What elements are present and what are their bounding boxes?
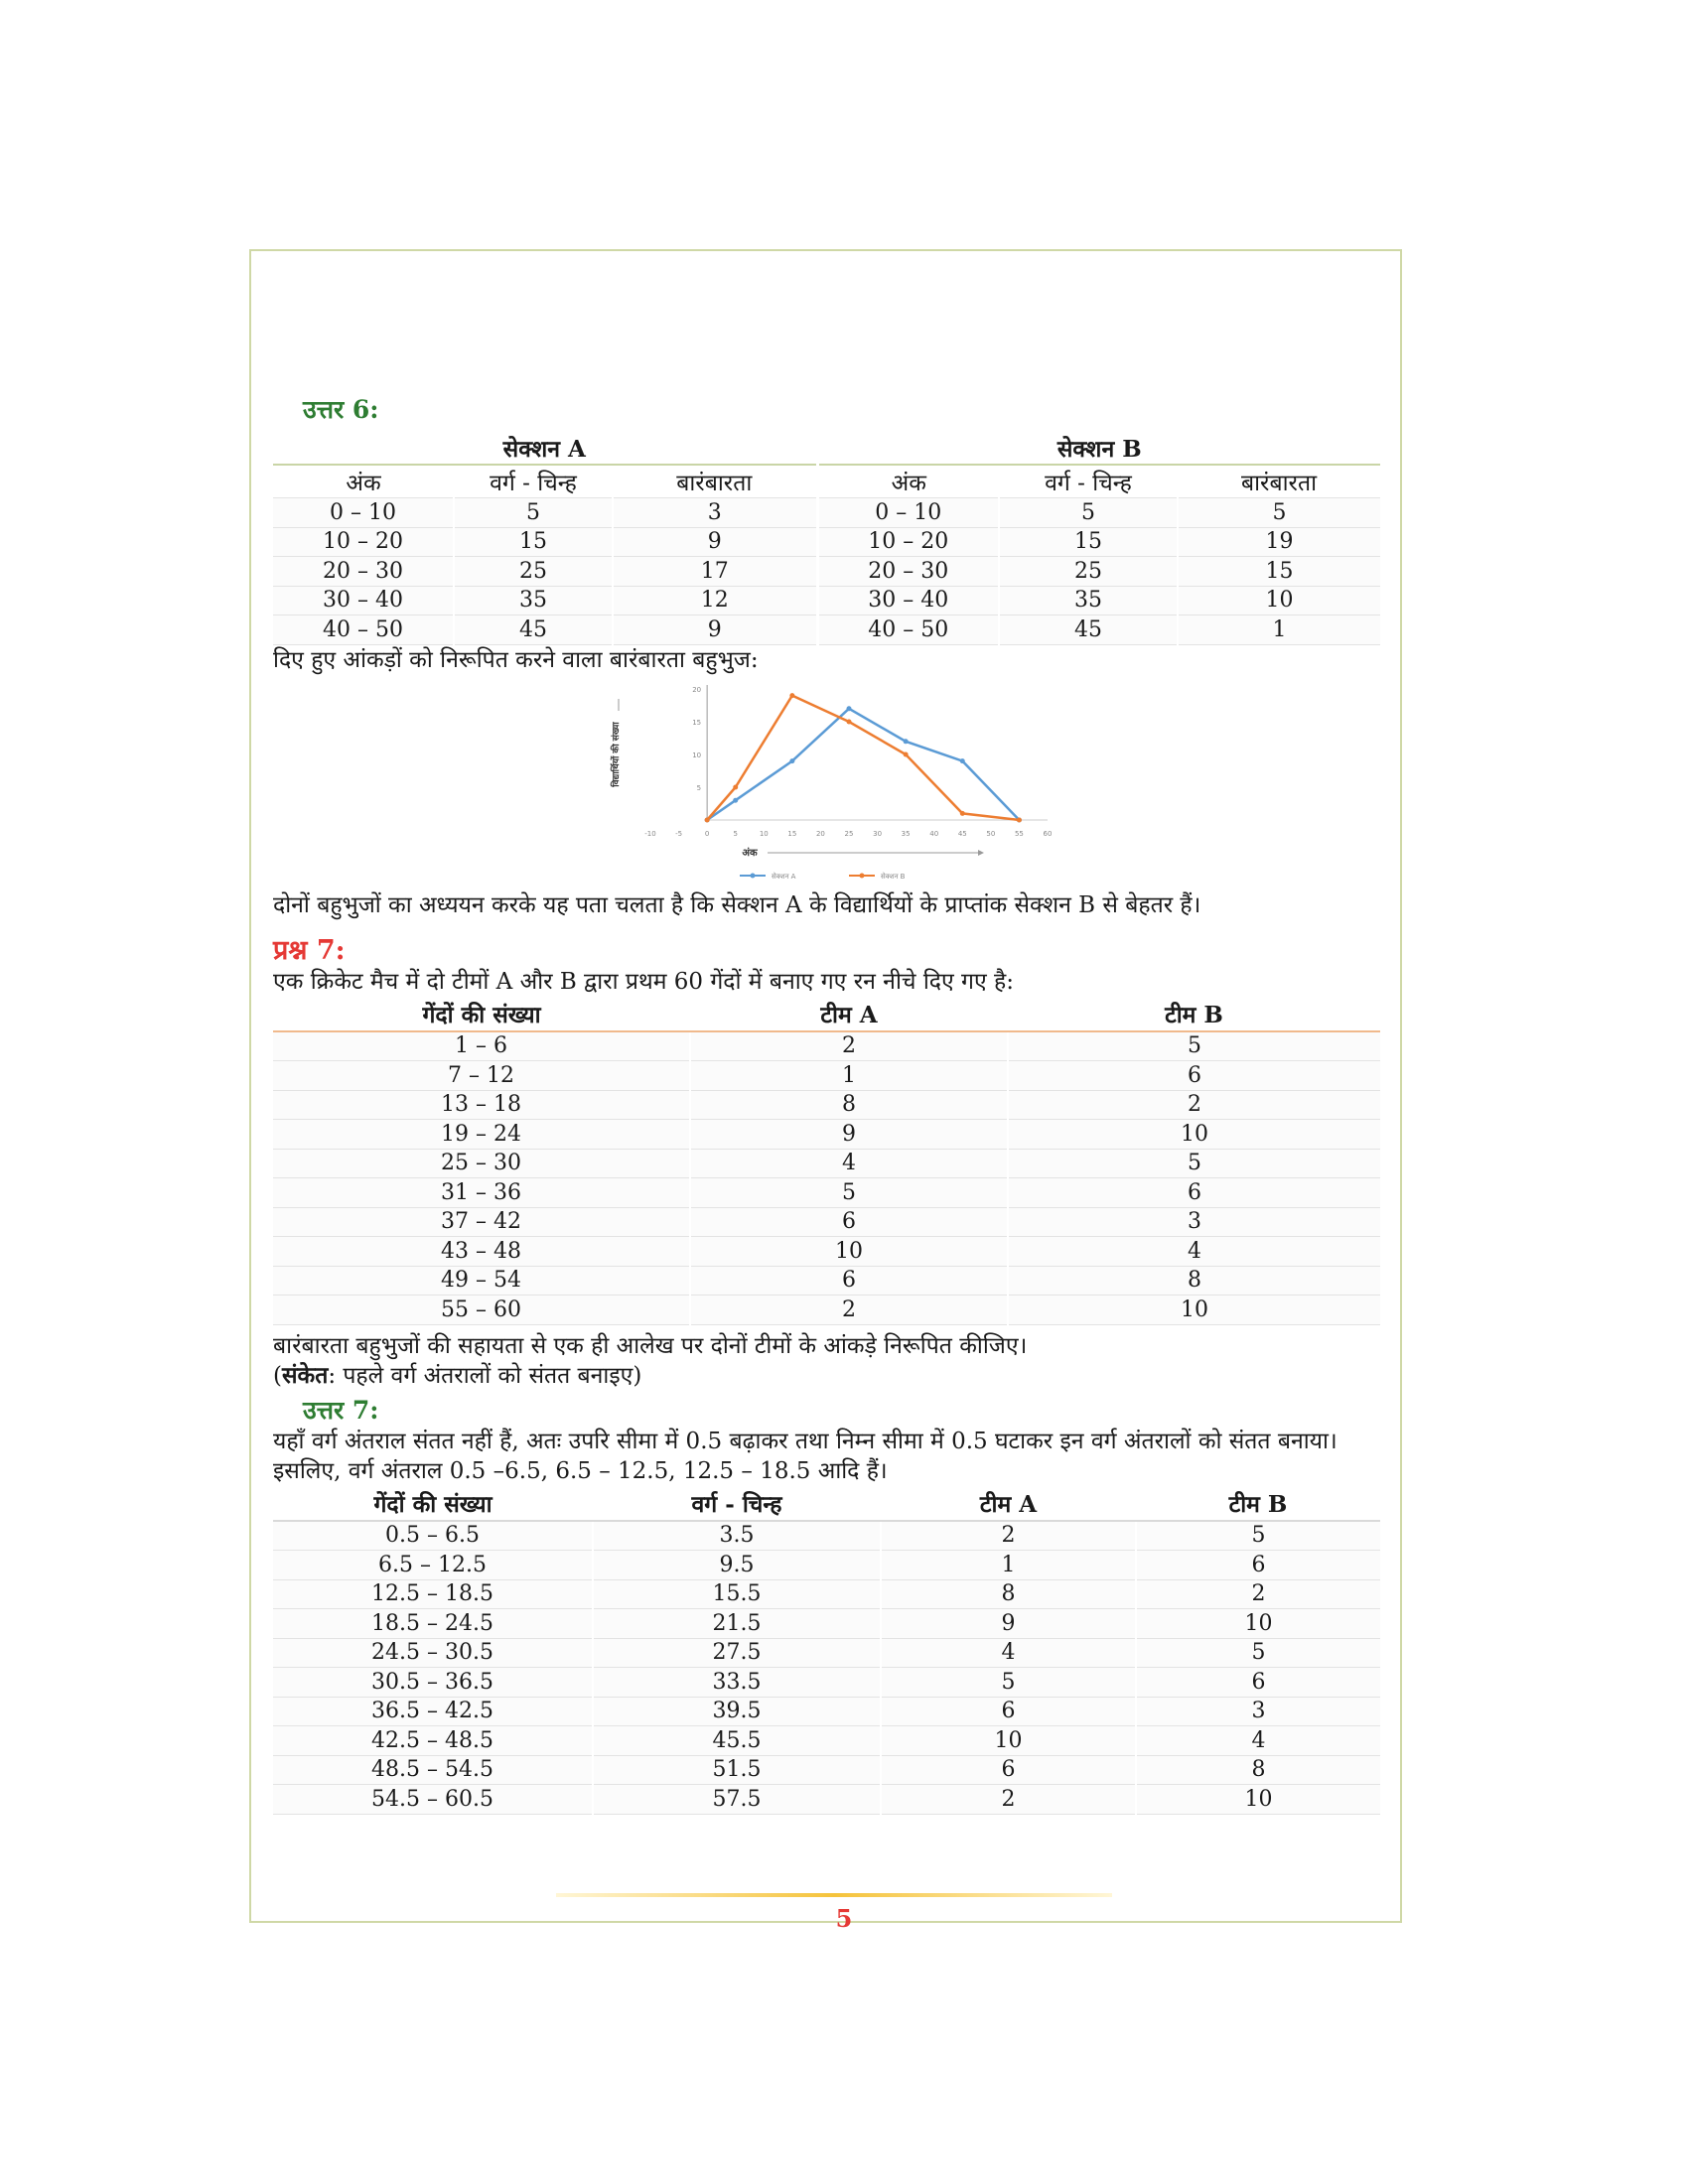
table-cell: 10: [881, 1726, 1136, 1756]
legend-label: सेक्शन A: [772, 872, 796, 881]
table-cell: 4: [1136, 1726, 1380, 1756]
table-cell: 45: [999, 615, 1178, 645]
table-cell: 6.5 – 12.5: [273, 1551, 593, 1580]
x-tick-label: 60: [1043, 829, 1053, 838]
x-tick-label: 15: [787, 829, 797, 838]
table-cell: 36.5 – 42.5: [273, 1697, 593, 1726]
y-tick-label: 15: [692, 718, 702, 727]
table-cell: 10: [1136, 1609, 1380, 1639]
column-header: गेंदों की संख्या: [273, 1486, 593, 1521]
answer7-heading: उत्तर 7:: [303, 1395, 379, 1425]
table-cell: 18.5 – 24.5: [273, 1609, 593, 1639]
table-cell: 5: [1008, 1149, 1380, 1178]
table-cell: 43 – 48: [273, 1237, 690, 1267]
table-cell: 15: [999, 527, 1178, 557]
table-cell: 27.5: [593, 1638, 881, 1668]
table-cell: 9: [690, 1120, 1008, 1150]
answer7-text1: यहाँ वर्ग अंतराल संतत नहीं हैं, अतः उपरि सीमा में 0.5 बढ़ाकर तथा निम्न सीमा में 0.5 घटाकर इन वर्ग अंतरालों को संतत बनाया।: [273, 1428, 1337, 1454]
column-header: टीम B: [1136, 1486, 1380, 1521]
table-cell: 25: [454, 557, 613, 587]
table-cell: 21.5: [593, 1609, 881, 1639]
column-header: वर्ग - चिन्ह: [593, 1486, 881, 1521]
table-cell: 48.5 – 54.5: [273, 1755, 593, 1785]
table-cell: 25 – 30: [273, 1149, 690, 1178]
table-row: [273, 557, 1380, 587]
table-cell: 30.5 – 36.5: [273, 1668, 593, 1698]
table-cell: 37 – 42: [273, 1207, 690, 1237]
table-row: [273, 615, 1380, 645]
table-cell: 6: [1136, 1551, 1380, 1580]
table-cell: 5: [1136, 1521, 1380, 1551]
table-cell: 35: [999, 586, 1178, 615]
table-cell: 25: [999, 557, 1178, 587]
series-line-0: [707, 708, 1019, 819]
table-cell: 45: [454, 615, 613, 645]
answer6-intro: दिए हुए आंकड़ों को निरूपित करने वाला बारंबारता बहुभुज:: [273, 646, 759, 673]
table-row: [273, 1521, 1380, 1551]
x-tick-label: 0: [704, 829, 710, 838]
table-row: [273, 1149, 1380, 1178]
section-b-header: सेक्शन B: [817, 432, 1380, 465]
table-cell: 15: [1178, 557, 1380, 587]
table-cell: 9: [613, 615, 817, 645]
table-cell: 30 – 40: [273, 586, 454, 615]
data-point: [733, 784, 738, 789]
table-cell: 2: [1136, 1579, 1380, 1609]
table-row: [273, 1755, 1380, 1785]
x-tick-label: 25: [844, 829, 854, 838]
table-cell: 5: [1178, 498, 1380, 528]
table-cell: 10 – 20: [817, 527, 999, 557]
table-row: [273, 1785, 1380, 1815]
table-cell: 17: [613, 557, 817, 587]
data-point: [789, 693, 794, 698]
column-header: टीम B: [1008, 997, 1380, 1031]
table-cell: 20 – 30: [817, 557, 999, 587]
column-header: बारंबारता: [1178, 465, 1380, 498]
table-cell: 49 – 54: [273, 1266, 690, 1296]
table-cell: 12.5 – 18.5: [273, 1579, 593, 1609]
table-cell: 55 – 60: [273, 1296, 690, 1325]
x-tick-label: -5: [675, 829, 683, 838]
x-tick-label: 20: [815, 829, 825, 838]
table-cell: 4: [1008, 1237, 1380, 1267]
table-cell: 8: [1136, 1755, 1380, 1785]
data-point: [960, 810, 965, 815]
y-axis-label: विद्यार्थियों की संख्या: [612, 721, 622, 787]
data-point: [904, 739, 909, 744]
table-cell: 8: [881, 1579, 1136, 1609]
table-cell: 1: [1178, 615, 1380, 645]
answer6-heading: उत्तर 6:: [303, 395, 379, 424]
table-cell: 3: [1008, 1207, 1380, 1237]
table-cell: 0 – 10: [273, 498, 454, 528]
table-cell: 6: [690, 1266, 1008, 1296]
table-cell: 2: [881, 1521, 1136, 1551]
table-cell: 4: [690, 1149, 1008, 1178]
table-cell: 3.5: [593, 1521, 881, 1551]
x-tick-label: 35: [901, 829, 911, 838]
x-tick-label: 50: [986, 829, 996, 838]
x-tick-label: 55: [1014, 829, 1024, 838]
table-cell: 0.5 – 6.5: [273, 1521, 593, 1551]
table-cell: 39.5: [593, 1697, 881, 1726]
table-cell: 4: [881, 1638, 1136, 1668]
table-row: [273, 1031, 1380, 1061]
table-cell: 8: [690, 1090, 1008, 1120]
table-row: [273, 1551, 1380, 1580]
table-row: [273, 1061, 1380, 1091]
question7-heading: प्रश्न 7:: [273, 934, 346, 966]
data-point: [904, 751, 909, 756]
table-cell: 10: [1008, 1120, 1380, 1150]
x-tick-label: 10: [759, 829, 769, 838]
table-row: [273, 1609, 1380, 1639]
table-cell: 31 – 36: [273, 1178, 690, 1208]
table-cell: 8: [1008, 1266, 1380, 1296]
table-cell: 45.5: [593, 1726, 881, 1756]
data-point: [847, 719, 852, 724]
table-row: [273, 1668, 1380, 1698]
table-cell: 0 – 10: [817, 498, 999, 528]
hint-text: : पहले वर्ग अंतरालों को संतत बनाइए): [328, 1362, 642, 1389]
section-a-header: सेक्शन A: [273, 432, 817, 465]
table-cell: 2: [1008, 1090, 1380, 1120]
question7-hint: [273, 1361, 1380, 1391]
table-row: [273, 1638, 1380, 1668]
table-cell: 10: [1178, 586, 1380, 615]
table-cell: 42.5 – 48.5: [273, 1726, 593, 1756]
table-cell: 54.5 – 60.5: [273, 1785, 593, 1815]
table-cell: 3: [613, 498, 817, 528]
table-cell: 3: [1136, 1697, 1380, 1726]
table-cell: 7 – 12: [273, 1061, 690, 1091]
table-cell: 40 – 50: [817, 615, 999, 645]
x-axis-label: अंक: [742, 847, 758, 859]
table-cell: 35: [454, 586, 613, 615]
answer6-conclusion: दोनों बहुभुजों का अध्ययन करके यह पता चलता है कि सेक्शन A के विद्यार्थियों के प्राप्तांक सेक्शन B से बेहतर हैं।: [273, 891, 1201, 918]
table-cell: 1: [690, 1061, 1008, 1091]
hint-open-paren: (: [273, 1362, 282, 1389]
data-point: [960, 758, 965, 763]
table-cell: 5: [454, 498, 613, 528]
data-point: [789, 758, 794, 763]
table-cell: 1: [881, 1551, 1136, 1580]
table-row: [273, 1090, 1380, 1120]
table-row: [273, 1579, 1380, 1609]
table-cell: 6: [881, 1755, 1136, 1785]
table-row: [273, 1697, 1380, 1726]
x-tick-label: 30: [873, 829, 883, 838]
table-cell: 30 – 40: [817, 586, 999, 615]
page-number: 5: [835, 1904, 853, 1933]
table-cell: 13 – 18: [273, 1090, 690, 1120]
table-cell: 2: [690, 1296, 1008, 1325]
table-row: [273, 1120, 1380, 1150]
column-header: अंक: [817, 465, 999, 498]
chart-svg: [591, 681, 1067, 885]
frequency-polygon-chart: [273, 681, 1380, 885]
question7-text: एक क्रिकेट मैच में दो टीमों A और B द्वारा प्रथम 60 गेंदों में बनाए गए रन नीचे दिए गए है:: [273, 968, 1014, 995]
table-cell: 5: [690, 1178, 1008, 1208]
column-header: वर्ग - चिन्ह: [454, 465, 613, 498]
table-row: [273, 527, 1380, 557]
table-cell: 6: [1136, 1668, 1380, 1698]
table-cell: 5: [999, 498, 1178, 528]
data-point: [705, 817, 710, 822]
table-row: [273, 1207, 1380, 1237]
x-tick-label: 45: [957, 829, 967, 838]
table-cell: 5: [1136, 1638, 1380, 1668]
table-cell: 6: [1008, 1061, 1380, 1091]
table-cell: 19: [1178, 527, 1380, 557]
legend-marker-1: [860, 873, 865, 878]
y-tick-label: 20: [692, 685, 702, 694]
question7-instruction: बारंबारता बहुभुजों की सहायता से एक ही आलेख पर दोनों टीमों के आंकड़े निरूपित कीजिए।: [273, 1332, 1028, 1359]
table-cell: 5: [1008, 1031, 1380, 1061]
table-row: [273, 1296, 1380, 1325]
x-tick-label: 40: [929, 829, 939, 838]
x-tick-label: -10: [644, 829, 656, 838]
column-header: बारंबारता: [613, 465, 817, 498]
answer6-table: [273, 432, 1380, 645]
table-cell: 20 – 30: [273, 557, 454, 587]
table-cell: 5: [881, 1668, 1136, 1698]
data-point: [733, 797, 738, 802]
table-cell: 19 – 24: [273, 1120, 690, 1150]
table-cell: 15.5: [593, 1579, 881, 1609]
table-row: [273, 1237, 1380, 1267]
page-content: [273, 392, 1380, 1815]
table-cell: 6: [881, 1697, 1136, 1726]
table-cell: 24.5 – 30.5: [273, 1638, 593, 1668]
y-tick-label: 5: [696, 783, 702, 792]
table-row: [273, 498, 1380, 528]
table-cell: 2: [881, 1785, 1136, 1815]
table-cell: 15: [454, 527, 613, 557]
answer7-table: [273, 1486, 1380, 1815]
table-cell: 2: [690, 1031, 1008, 1061]
table-cell: 10: [690, 1237, 1008, 1267]
table-cell: 10: [1136, 1785, 1380, 1815]
data-point: [1017, 817, 1022, 822]
y-tick-label: 10: [692, 751, 702, 759]
table-cell: 9: [881, 1609, 1136, 1639]
footer-divider: [556, 1893, 1112, 1897]
table-cell: 51.5: [593, 1755, 881, 1785]
table-cell: 12: [613, 586, 817, 615]
table-cell: 33.5: [593, 1668, 881, 1698]
table-row: [273, 1266, 1380, 1296]
table-cell: 9.5: [593, 1551, 881, 1580]
table-cell: 10: [1008, 1296, 1380, 1325]
data-point: [847, 706, 852, 711]
series-line-1: [707, 695, 1019, 819]
question7-table: [273, 997, 1380, 1325]
column-header: गेंदों की संख्या: [273, 997, 690, 1031]
table-cell: 40 – 50: [273, 615, 454, 645]
hint-label: संकेत: [281, 1361, 329, 1389]
x-axis-arrowhead: [978, 850, 984, 856]
table-row: [273, 1726, 1380, 1756]
table-cell: 1 – 6: [273, 1031, 690, 1061]
table-row: [273, 1178, 1380, 1208]
table-cell: 10 – 20: [273, 527, 454, 557]
table-cell: 6: [690, 1207, 1008, 1237]
column-header: टीम A: [881, 1486, 1136, 1521]
legend-label: सेक्शन B: [881, 872, 906, 881]
x-tick-label: 5: [733, 829, 738, 838]
table-cell: 9: [613, 527, 817, 557]
table-row: [273, 586, 1380, 615]
legend-marker-0: [751, 873, 756, 878]
table-cell: 6: [1008, 1178, 1380, 1208]
column-header: वर्ग - चिन्ह: [999, 465, 1178, 498]
column-header: टीम A: [690, 997, 1008, 1031]
column-header: अंक: [273, 465, 454, 498]
table-cell: 57.5: [593, 1785, 881, 1815]
answer7-text2: इसलिए, वर्ग अंतराल 0.5 –6.5, 6.5 – 12.5, 12.5 – 18.5 आदि हैं।: [273, 1457, 888, 1484]
